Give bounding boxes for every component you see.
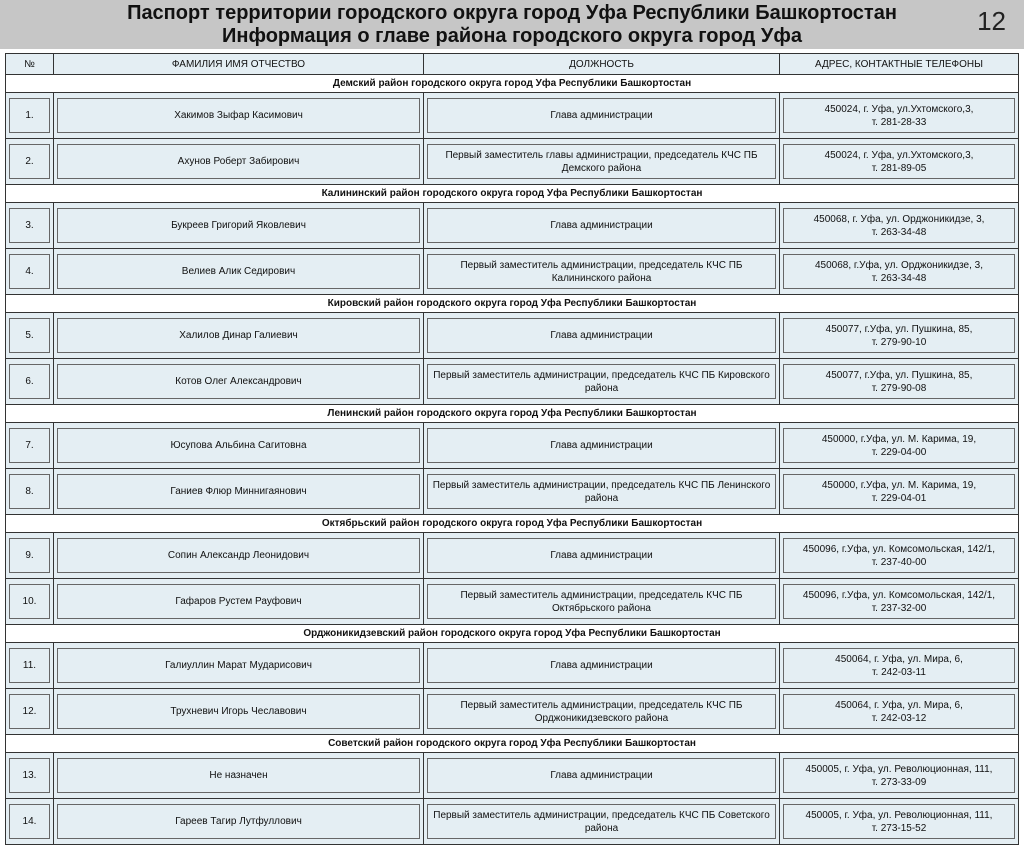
cell-name: [54, 313, 424, 359]
cell-contacts-box: [783, 584, 1015, 619]
cell-position: [424, 423, 780, 469]
table-body: [6, 75, 1019, 845]
cell-position: [424, 203, 780, 249]
title-line-1: Паспорт территории городского округа город Уфа Республики Башкортостан: [127, 2, 897, 24]
district-row: [6, 75, 1019, 93]
district-title: Ленинский район городского округа город Уфа Республики Башкортостан: [6, 405, 1019, 423]
cell-position: [424, 313, 780, 359]
cell-position: [424, 139, 780, 185]
cell-position: [424, 469, 780, 515]
cell-num: [6, 249, 54, 295]
address-text: 450077, г.Уфа, ул. Пушкина, 85,: [825, 323, 973, 335]
cell-contacts-box: [783, 364, 1015, 399]
table-row: [6, 643, 1019, 689]
district-title: Октябрьский район городского округа город Уфа Республики Башкортостан: [6, 515, 1019, 533]
cell-num: [6, 533, 54, 579]
table-row: [6, 313, 1019, 359]
cell-name: [54, 139, 424, 185]
district-row: [6, 185, 1019, 203]
cell-name: [54, 93, 424, 139]
cell-num: [6, 93, 54, 139]
district-row: [6, 405, 1019, 423]
cell-name-box: [57, 758, 420, 793]
cell-position-text: Первый заместитель администрации, председатель КЧС ПБ Советского района: [433, 809, 770, 834]
cell-position-box: [427, 208, 776, 243]
cell-name-text: Гафаров Рустем Рауфович: [175, 596, 302, 607]
address-text: 450068, г.Уфа, ул. Орджоникидзе, 3,: [814, 259, 984, 271]
cell-name-text: Котов Олег Александрович: [175, 376, 302, 387]
cell-num-box: [9, 694, 50, 729]
cell-position: [424, 533, 780, 579]
cell-num-text: 4.: [25, 266, 34, 277]
cell-num: [6, 753, 54, 799]
cell-name-box: [57, 98, 420, 133]
cell-position: [424, 579, 780, 625]
table-row: [6, 469, 1019, 515]
cell-num-box: [9, 428, 50, 463]
cell-num-text: 5.: [25, 330, 34, 341]
phone-text: т. 273-33-09: [871, 776, 927, 788]
cell-name-text: Халилов Динар Галиевич: [179, 330, 298, 341]
district-row: [6, 515, 1019, 533]
address-text: 450064, г. Уфа, ул. Мира, 6,: [835, 653, 963, 665]
phone-text: т. 279-90-10: [871, 336, 927, 348]
table-row: [6, 579, 1019, 625]
table-row: [6, 139, 1019, 185]
cell-num: [6, 203, 54, 249]
cell-contacts-box: [783, 98, 1015, 133]
cell-num-text: 8.: [25, 486, 34, 497]
cell-position-box: [427, 474, 776, 509]
cell-name: [54, 469, 424, 515]
cell-contacts: [780, 249, 1019, 295]
cell-contacts: [780, 203, 1019, 249]
table-row: [6, 93, 1019, 139]
district-title: Орджоникидзевский район городского округа город Уфа Республики Башкортостан: [6, 625, 1019, 643]
cell-position-text: Глава администрации: [550, 660, 653, 671]
cell-name-box: [57, 538, 420, 573]
cell-contacts-box: [783, 254, 1015, 289]
cell-contacts: [780, 423, 1019, 469]
address-text: 450000, г.Уфа, ул. М. Карима, 19,: [821, 479, 977, 491]
cell-position-box: [427, 584, 776, 619]
cell-name-box: [57, 144, 420, 179]
district-row: [6, 625, 1019, 643]
address-text: 450000, г.Уфа, ул. М. Карима, 19,: [821, 433, 977, 445]
address-text: 450077, г.Уфа, ул. Пушкина, 85,: [825, 369, 973, 381]
phone-text: т. 237-32-00: [871, 602, 927, 614]
district-title: Демский район городского округа город Уфа Республики Башкортостан: [6, 75, 1019, 93]
cell-position-box: [427, 538, 776, 573]
header-num: №: [6, 54, 54, 75]
cell-position-text: Глава администрации: [550, 110, 653, 121]
cell-position-box: [427, 648, 776, 683]
cell-position-box: [427, 144, 776, 179]
cell-name: [54, 799, 424, 845]
phone-text: т. 242-03-12: [871, 712, 927, 724]
cell-contacts-box: [783, 758, 1015, 793]
header-position: ДОЛЖНОСТЬ: [424, 54, 780, 75]
cell-num: [6, 579, 54, 625]
phone-text: т. 279-90-08: [871, 382, 927, 394]
cell-name-box: [57, 254, 420, 289]
cell-num-text: 12.: [22, 706, 37, 717]
cell-name-text: Ахунов Роберт Забирович: [177, 156, 300, 167]
cell-contacts: [780, 359, 1019, 405]
cell-name-text: Велиев Алик Седирович: [181, 266, 296, 277]
cell-num-box: [9, 474, 50, 509]
cell-name: [54, 359, 424, 405]
cell-position: [424, 359, 780, 405]
cell-name-text: Юсупова Альбина Сагитовна: [170, 440, 307, 451]
cell-num-text: 1.: [25, 110, 34, 121]
cell-name-text: Не назначен: [209, 770, 268, 781]
cell-position-text: Глава администрации: [550, 220, 653, 231]
cell-num-box: [9, 538, 50, 573]
phone-text: т. 263-34-48: [871, 272, 927, 284]
cell-contacts-box: [783, 144, 1015, 179]
cell-position-text: Глава администрации: [550, 440, 653, 451]
cell-num: [6, 139, 54, 185]
address-text: 450068, г. Уфа, ул. Орджоникидзе, 3,: [813, 213, 985, 225]
cell-name-text: Хакимов Зыфар Касимович: [174, 110, 303, 121]
cell-contacts: [780, 579, 1019, 625]
address-text: 450096, г.Уфа, ул. Комсомольская, 142/1,: [802, 543, 996, 555]
cell-contacts-box: [783, 694, 1015, 729]
cell-position-text: Глава администрации: [550, 550, 653, 561]
cell-name: [54, 203, 424, 249]
cell-num: [6, 359, 54, 405]
cell-contacts: [780, 799, 1019, 845]
cell-num: [6, 469, 54, 515]
cell-num: [6, 313, 54, 359]
cell-name: [54, 689, 424, 735]
cell-position-box: [427, 694, 776, 729]
cell-contacts: [780, 753, 1019, 799]
cell-num-box: [9, 584, 50, 619]
cell-contacts: [780, 533, 1019, 579]
cell-contacts-box: [783, 804, 1015, 839]
phone-text: т. 229-04-01: [871, 492, 927, 504]
cell-num: [6, 423, 54, 469]
table-row: [6, 423, 1019, 469]
cell-name-box: [57, 804, 420, 839]
table-row: [6, 799, 1019, 845]
cell-position: [424, 93, 780, 139]
cell-num-text: 7.: [25, 440, 34, 451]
cell-num-text: 6.: [25, 376, 34, 387]
table-row: [6, 533, 1019, 579]
cell-num-text: 10.: [22, 596, 37, 607]
cell-name: [54, 643, 424, 689]
phone-text: т. 229-04-00: [871, 446, 927, 458]
phone-text: т. 242-03-11: [872, 666, 926, 678]
cell-contacts: [780, 313, 1019, 359]
cell-name-text: Галиуллин Марат Мударисович: [165, 660, 312, 671]
cell-position: [424, 643, 780, 689]
cell-contacts-box: [783, 318, 1015, 353]
cell-name-box: [57, 364, 420, 399]
title-line-2: Информация о главе района городского округа город Уфа: [222, 25, 802, 47]
cell-num-box: [9, 98, 50, 133]
cell-position-box: [427, 98, 776, 133]
cell-name-box: [57, 428, 420, 463]
cell-contacts: [780, 139, 1019, 185]
phone-text: т. 273-15-52: [871, 822, 927, 834]
cell-position-box: [427, 364, 776, 399]
cell-num-box: [9, 208, 50, 243]
cell-num-box: [9, 804, 50, 839]
cell-num-box: [9, 254, 50, 289]
table-row: [6, 203, 1019, 249]
address-text: 450064, г. Уфа, ул. Мира, 6,: [835, 699, 963, 711]
cell-name-box: [57, 474, 420, 509]
table-row: [6, 359, 1019, 405]
cell-position: [424, 753, 780, 799]
cell-name: [54, 249, 424, 295]
cell-name-box: [57, 584, 420, 619]
cell-name: [54, 579, 424, 625]
slide-title: [0, 0, 1024, 48]
header-name: ФАМИЛИЯ ИМЯ ОТЧЕСТВО: [54, 54, 424, 75]
phone-text: т. 281-89-05: [871, 162, 927, 174]
header-contacts: АДРЕС, КОНТАКТНЫЕ ТЕЛЕФОНЫ: [780, 54, 1019, 75]
address-text: 450024, г. Уфа, ул.Ухтомского,3,: [824, 103, 974, 115]
cell-position-text: Первый заместитель администрации, председатель КЧС ПБ Орджоникидзевского района: [460, 699, 743, 724]
cell-num-box: [9, 758, 50, 793]
district-row: [6, 735, 1019, 753]
cell-position-text: Первый заместитель администрации, председатель КЧС ПБ Кировского района: [433, 369, 770, 394]
cell-num-text: 11.: [22, 660, 37, 671]
cell-num-box: [9, 144, 50, 179]
slide-number: 12: [977, 6, 1006, 36]
cell-contacts-box: [783, 538, 1015, 573]
cell-position-text: Первый заместитель главы администрации, председатель КЧС ПБ Демского района: [445, 149, 758, 174]
cell-position-box: [427, 758, 776, 793]
cell-num-text: 9.: [25, 550, 34, 561]
cell-num-box: [9, 648, 50, 683]
cell-position-box: [427, 318, 776, 353]
cell-position-text: Глава администрации: [550, 330, 653, 341]
table-row: [6, 249, 1019, 295]
cell-position-box: [427, 254, 776, 289]
cell-num-text: 13.: [22, 770, 37, 781]
heads-table: [5, 53, 1019, 845]
cell-num: [6, 799, 54, 845]
cell-num-text: 3.: [25, 220, 34, 231]
cell-position-text: Первый заместитель администрации, председатель КЧС ПБ Ленинского района: [432, 479, 771, 504]
cell-num-box: [9, 318, 50, 353]
table-container: [5, 53, 1018, 845]
address-text: 450024, г. Уфа, ул.Ухтомского,3,: [824, 149, 974, 161]
cell-num: [6, 643, 54, 689]
cell-name-text: Гареев Тагир Лутфуллович: [175, 816, 302, 827]
cell-name-text: Букреев Григорий Яковлевич: [171, 220, 306, 231]
district-title: Калининский район городского округа город Уфа Республики Башкортостан: [6, 185, 1019, 203]
address-text: 450096, г.Уфа, ул. Комсомольская, 142/1,: [802, 589, 996, 601]
phone-text: т. 237-40-00: [871, 556, 927, 568]
table-row: [6, 753, 1019, 799]
cell-name-box: [57, 694, 420, 729]
cell-name-text: Сопин Александр Леонидович: [167, 550, 310, 561]
cell-contacts: [780, 643, 1019, 689]
district-title: Кировский район городского округа город Уфа Республики Башкортостан: [6, 295, 1019, 313]
cell-num-box: [9, 364, 50, 399]
cell-name-text: Ганиев Флюр Миннигаянович: [170, 486, 307, 497]
cell-position-box: [427, 804, 776, 839]
cell-contacts-box: [783, 208, 1015, 243]
address-text: 450005, г. Уфа, ул. Революционная, 111,: [805, 809, 993, 821]
cell-contacts-box: [783, 648, 1015, 683]
cell-name-text: Трухневич Игорь Чеславович: [170, 706, 307, 717]
cell-contacts-box: [783, 428, 1015, 463]
district-title: Советский район городского округа город Уфа Республики Башкортостан: [6, 735, 1019, 753]
cell-name: [54, 753, 424, 799]
cell-num-text: 2.: [25, 156, 34, 167]
cell-name-box: [57, 318, 420, 353]
cell-name: [54, 533, 424, 579]
cell-name-box: [57, 648, 420, 683]
district-row: [6, 295, 1019, 313]
phone-text: т. 263-34-48: [871, 226, 927, 238]
cell-name-box: [57, 208, 420, 243]
cell-contacts-box: [783, 474, 1015, 509]
cell-position-text: Глава администрации: [550, 770, 653, 781]
cell-position: [424, 249, 780, 295]
cell-name: [54, 423, 424, 469]
cell-position: [424, 689, 780, 735]
cell-num-text: 14.: [22, 816, 37, 827]
cell-contacts: [780, 689, 1019, 735]
table-row: [6, 689, 1019, 735]
cell-position: [424, 799, 780, 845]
table-header-row: [6, 54, 1019, 75]
cell-contacts: [780, 469, 1019, 515]
address-text: 450005, г. Уфа, ул. Революционная, 111,: [805, 763, 993, 775]
cell-position-text: Первый заместитель администрации, председатель КЧС ПБ Октябрьского района: [460, 589, 743, 614]
cell-position-text: Первый заместитель администрации, председатель КЧС ПБ Калининского района: [460, 259, 743, 284]
cell-num: [6, 689, 54, 735]
cell-contacts: [780, 93, 1019, 139]
phone-text: т. 281-28-33: [871, 116, 927, 128]
cell-position-box: [427, 428, 776, 463]
